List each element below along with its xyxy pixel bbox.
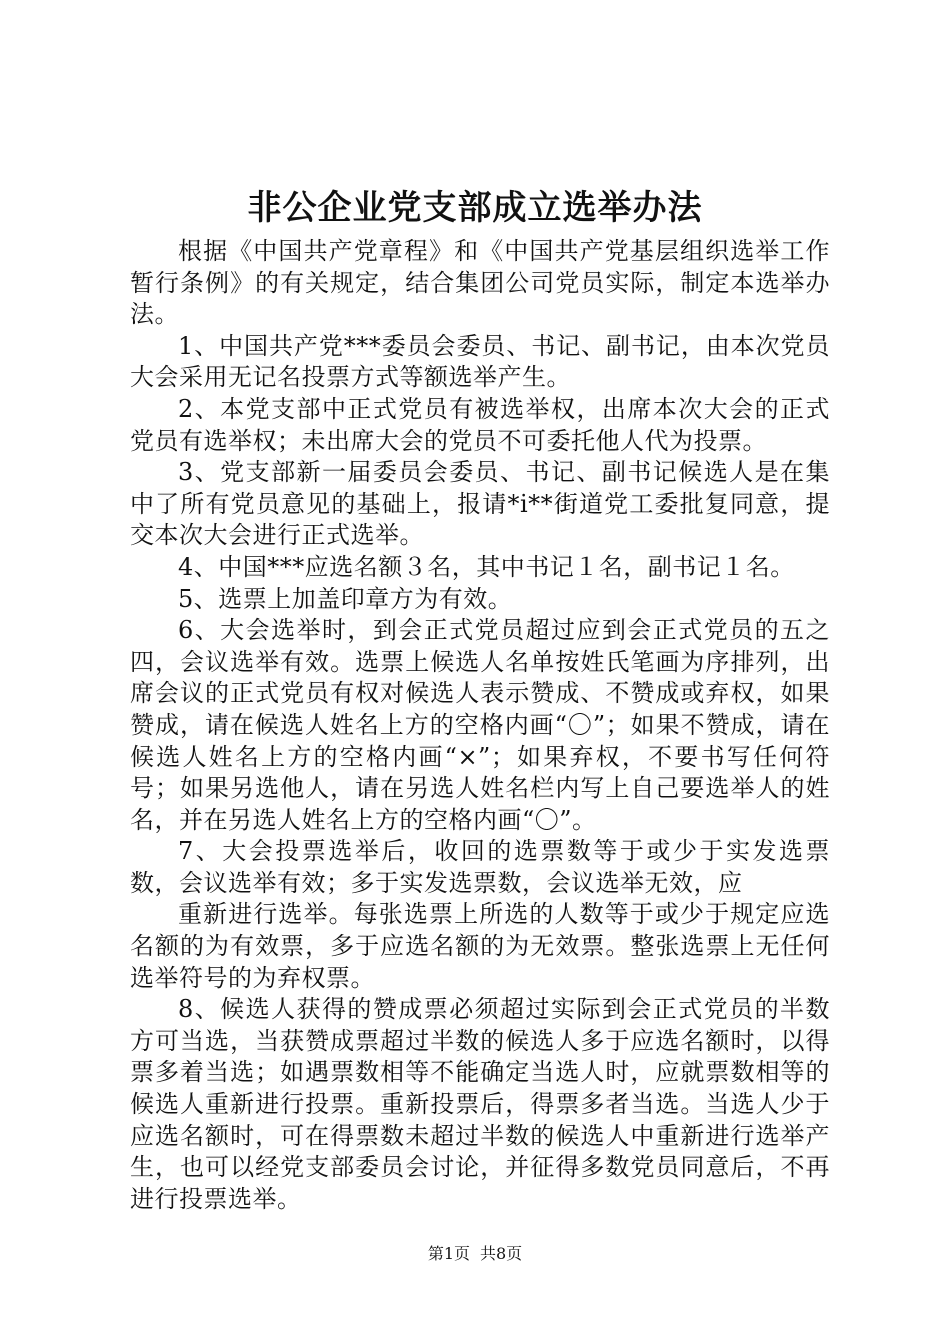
page-number: 第1页 — [427, 1244, 470, 1263]
document-body — [130, 236, 830, 1215]
paragraph-item-4: 4、中国***应选名额３名，其中书记１名，副书记１名。 — [178, 552, 795, 581]
document-title: 非公企业党支部成立选举办法 — [247, 188, 703, 228]
page-total: 共8页 — [480, 1244, 523, 1263]
paragraph-item-1: 1、中国共产党***委员会委员、书记、副书记，由本次党员大会采用无记名投票方式等额选举产生。 — [130, 331, 830, 392]
paragraph-item-8: 8、候选人获得的赞成票必须超过实际到会正式党员的半数方可当选，当获赞成票超过半数的候选人多于应选名额时，以得票多着当选；如遇票数相等不能确定当选人时，应就票数相等的候选人重新进行投票。重新投票后，得票多者当选。当选人少于应选名额时，可在得票数未超过半数的候选人中重新进行选举产生，也可以经党支部委员会讨论，并征得多数党员同意后，不再进行投票选举。 — [130, 995, 830, 1213]
paragraph-item-3: 3、党支部新一届委员会委员、书记、副书记候选人是在集中了所有党员意见的基础上，报请*i**街道党工委批复同意，提交本次大会进行正式选举。 — [130, 458, 830, 550]
page-footer — [0, 1244, 950, 1264]
paragraph-item-6: 6、大会选举时，到会正式党员超过应到会正式党员的五之四，会议选举有效。选票上候选人名单按姓氏笔画为序排列，出席会议的正式党员有权对候选人表示赞成、不赞成或弃权，如果赞成，请在候选人姓名上方的空格内画“〇”；如果不赞成，请在候选人姓名上方的空格内画“×”；如果弃权，不要书写任何符号；如果另选他人，请在另选人姓名栏内写上自己要选举人的姓名，并在另选人姓名上方的空格内画“〇”。 — [130, 616, 830, 834]
paragraph-item-2: 2、本党支部中正式党员有被选举权，出席本次大会的正式党员有选举权；未出席大会的党员不可委托他人代为投票。 — [130, 394, 830, 455]
paragraph-item-5: 5、选票上加盖印章方为有效。 — [178, 584, 513, 613]
paragraph-item-7: 7、大会投票选举后，收回的选票数等于或少于实发选票数，会议选举有效；多于实发选票数，会议选举无效，应 — [130, 837, 830, 897]
paragraph-intro: 根据《中国共产党章程》和《中国共产党基层组织选举工作暂行条例》的有关规定，结合集团公司党员实际，制定本选举办法。 — [130, 237, 830, 329]
paragraph-item-7-continued: 重新进行选举。每张选票上所选的人数等于或少于规定应选名额的为有效票，多于应选名额的为无效票。整张选票上无任何选举符号的为弃权票。 — [130, 900, 830, 992]
